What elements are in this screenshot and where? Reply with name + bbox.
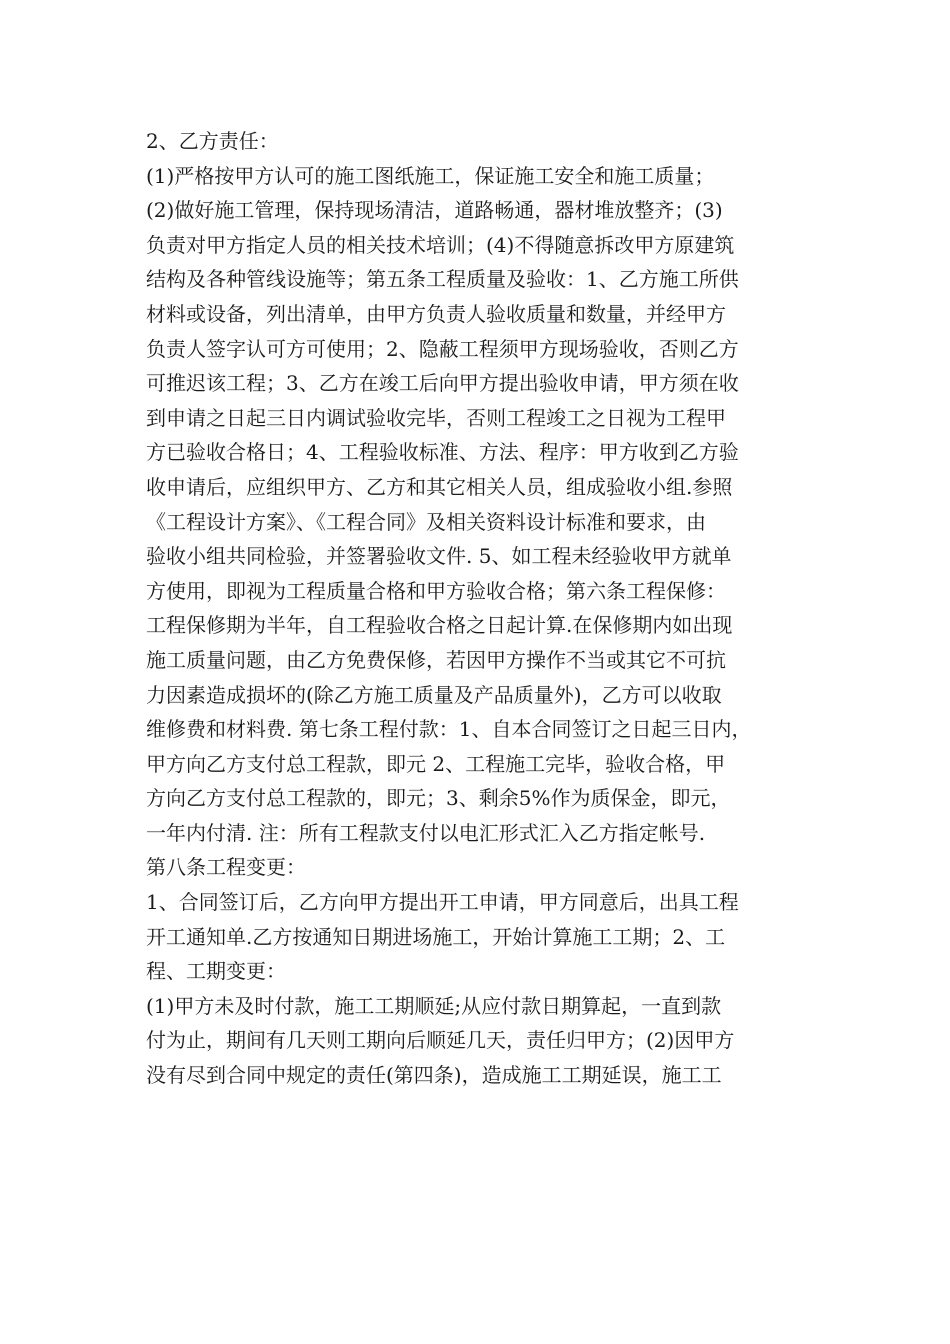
text-line: 开工通知单.乙方按通知日期进场施工，开始计算施工工期；2、工 <box>146 924 726 949</box>
text-line: 材料或设备，列出清单，由甲方负责人验收质量和数量，并经甲方 <box>146 301 726 326</box>
text-line: 结构及各种管线设施等；第五条工程质量及验收：1、乙方施工所供 <box>146 267 739 292</box>
text-line: 付为止，期间有几天则工期向后顺延几天，责任归甲方；(2)因甲方 <box>146 1028 735 1053</box>
text-line: 程、工期变更： <box>146 959 286 984</box>
text-line: 第八条工程变更： <box>146 855 306 880</box>
text-line: 2、乙方责任： <box>146 129 279 153</box>
text-line: 没有尽到合同中规定的责任(第四条)，造成施工工期延误，施工工 <box>146 1063 722 1088</box>
text-line: 一年内付清. 注：所有工程款支付以电汇形式汇入乙方指定帐号. <box>146 820 706 845</box>
text-line: 工程保修期为半年，自工程验收合格之日起计算.在保修期内如出现 <box>146 613 733 638</box>
text-line: 力因素造成损坏的(除乙方施工质量及产品质量外)，乙方可以收取 <box>146 682 722 707</box>
text-line: 负责人签字认可方可使用；2、隐蔽工程须甲方现场验收，否则乙方 <box>146 336 739 361</box>
text-line: 施工质量问题，由乙方免费保修，若因甲方操作不当或其它不可抗 <box>146 647 726 672</box>
text-line: 到申请之日起三日内调试验收完毕，否则工程竣工之日视为工程甲 <box>146 405 726 430</box>
text-line: 维修费和材料费. 第七条工程付款：1、自本合同签订之日起三日内， <box>146 717 752 742</box>
text-line: 负责对甲方指定人员的相关技术培训；(4)不得随意拆改甲方原建筑 <box>146 232 735 257</box>
text-line: (1)甲方未及时付款，施工工期顺延;从应付款日期算起，一直到款 <box>146 993 722 1018</box>
text-line: 收申请后，应组织甲方、乙方和其它相关人员，组成验收小组.参照 <box>146 474 733 499</box>
text-line: 甲方向乙方支付总工程款，即元 2、工程施工完毕，验收合格，甲 <box>146 751 726 776</box>
text-line: 1、合同签订后，乙方向甲方提出开工申请，甲方同意后，出具工程 <box>146 890 739 915</box>
text-line: 方已验收合格日；4、工程验收标准、方法、程序：甲方收到乙方验 <box>146 440 739 465</box>
contract-text-body <box>146 124 826 1093</box>
text-line: (1)严格按甲方认可的施工图纸施工，保证施工安全和施工质量； <box>146 163 715 188</box>
text-line: 方向乙方支付总工程款的，即元；3、剩余5%作为质保金，即元， <box>146 786 731 811</box>
text-line: 《工程设计方案》、《工程合同》及相关资料设计标准和要求，由 <box>146 509 706 534</box>
text-line: (2)做好施工管理，保持现场清洁，道路畅通，器材堆放整齐；(3) <box>146 198 723 223</box>
text-line: 验收小组共同检验，并签署验收文件. 5、如工程未经验收甲方就单 <box>146 544 732 569</box>
text-line: 可推迟该工程；3、乙方在竣工后向甲方提出验收申请，甲方须在收 <box>146 371 739 396</box>
text-line: 方使用，即视为工程质量合格和甲方验收合格；第六条工程保修： <box>146 578 726 603</box>
